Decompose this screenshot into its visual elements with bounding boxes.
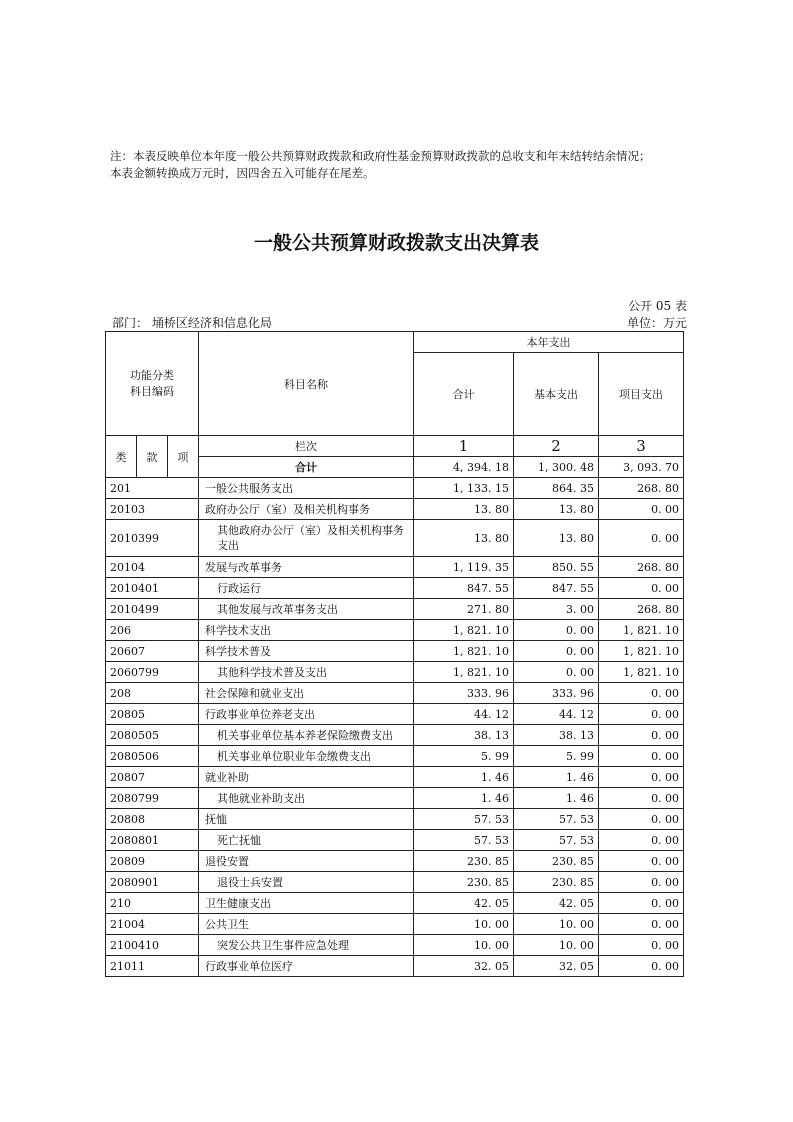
project-cell: 0. 00 — [599, 683, 684, 704]
subject-name-cell: 科学技术支出 — [199, 620, 414, 641]
table-row — [106, 872, 684, 893]
project-cell: 0. 00 — [599, 830, 684, 851]
basic-cell: 0. 00 — [514, 662, 599, 683]
subject-name-cell: 其他就业补助支出 — [199, 788, 414, 809]
func-class-label: 功能分类 — [130, 368, 175, 382]
table-row — [106, 683, 684, 704]
project-cell: 0. 00 — [599, 520, 684, 557]
subject-code-cell: 206 — [106, 620, 199, 641]
lei-header: 类 — [106, 436, 137, 478]
subject-code-cell: 21004 — [106, 914, 199, 935]
expenditure-table — [105, 331, 684, 977]
table-row — [106, 767, 684, 788]
unit-label: 单位：万元 — [626, 316, 687, 330]
project-cell: 0. 00 — [599, 725, 684, 746]
subject-code-label: 科目编码 — [130, 384, 175, 398]
table-row — [106, 578, 684, 599]
total-cell: 10. 00 — [414, 914, 514, 935]
total-cell: 10. 00 — [414, 935, 514, 956]
project-cell: 1, 821. 10 — [599, 662, 684, 683]
subject-code-cell: 2080505 — [106, 725, 199, 746]
department-label: 部门： 埇桥区经济和信息化局 — [112, 316, 272, 330]
total-cell: 13. 80 — [414, 520, 514, 557]
basic-cell: 3. 00 — [514, 599, 599, 620]
table-row — [106, 851, 684, 872]
table-row — [106, 725, 684, 746]
basic-cell: 847. 55 — [514, 578, 599, 599]
table-row — [106, 935, 684, 956]
table-row — [106, 956, 684, 977]
total-cell: 13. 80 — [414, 499, 514, 520]
subject-code-cell: 201 — [106, 478, 199, 499]
table-row — [106, 914, 684, 935]
subject-code-cell: 2010399 — [106, 520, 199, 557]
basic-header: 基本支出 — [514, 353, 599, 436]
total-cell: 230. 85 — [414, 851, 514, 872]
total-cell: 57. 53 — [414, 809, 514, 830]
subject-name-cell: 行政事业单位医疗 — [199, 956, 414, 977]
basic-cell: 38. 13 — [514, 725, 599, 746]
table-row — [106, 520, 684, 557]
subject-name-cell: 就业补助 — [199, 767, 414, 788]
basic-cell: 333. 96 — [514, 683, 599, 704]
subject-name-header: 科目名称 — [199, 332, 414, 436]
table-row — [106, 746, 684, 767]
project-cell: 1, 821. 10 — [599, 641, 684, 662]
table-row — [106, 788, 684, 809]
kuan-header: 款 — [137, 436, 168, 478]
basic-cell: 44. 12 — [514, 704, 599, 725]
subject-name-cell: 退役安置 — [199, 851, 414, 872]
header-row-3 — [106, 436, 684, 457]
sum-basic: 1, 300. 48 — [514, 457, 599, 478]
subject-code-cell: 21011 — [106, 956, 199, 977]
total-cell: 271. 80 — [414, 599, 514, 620]
subject-code-cell: 2080901 — [106, 872, 199, 893]
total-cell: 32. 05 — [414, 956, 514, 977]
subject-name-cell: 一般公共服务支出 — [199, 478, 414, 499]
basic-cell: 10. 00 — [514, 935, 599, 956]
subject-code-cell: 20805 — [106, 704, 199, 725]
project-cell: 0. 00 — [599, 767, 684, 788]
lanci-header: 栏次 — [199, 436, 414, 457]
table-row — [106, 557, 684, 578]
subject-name-cell: 科学技术普及 — [199, 641, 414, 662]
project-cell: 0. 00 — [599, 746, 684, 767]
subject-name-cell: 其他政府办公厅（室）及相关机构事务支出 — [199, 520, 414, 557]
basic-cell: 1. 46 — [514, 788, 599, 809]
total-cell: 1, 821. 10 — [414, 641, 514, 662]
total-cell: 42. 05 — [414, 893, 514, 914]
note-line-1: 注：本表反映单位本年度一般公共预算财政拨款和政府性基金预算财政拨款的总收支和年末结转结余情况； — [110, 149, 651, 163]
header-row-1 — [106, 332, 684, 353]
table-row — [106, 893, 684, 914]
basic-cell: 13. 80 — [514, 520, 599, 557]
subject-code-cell: 20607 — [106, 641, 199, 662]
column-number-3: 3 — [599, 436, 684, 457]
note-line-2: 本表金额转换成万元时，因四舍五入可能存在尾差。 — [110, 166, 375, 180]
total-cell: 333. 96 — [414, 683, 514, 704]
total-cell: 1, 821. 10 — [414, 620, 514, 641]
subject-name-cell: 抚恤 — [199, 809, 414, 830]
subject-name-cell: 行政运行 — [199, 578, 414, 599]
total-cell: 1, 119. 35 — [414, 557, 514, 578]
basic-cell: 230. 85 — [514, 851, 599, 872]
project-cell: 268. 80 — [599, 557, 684, 578]
subject-name-cell: 死亡抚恤 — [199, 830, 414, 851]
project-cell: 0. 00 — [599, 872, 684, 893]
xiang-header: 项 — [168, 436, 199, 478]
project-cell: 0. 00 — [599, 809, 684, 830]
subject-code-cell: 2010499 — [106, 599, 199, 620]
subject-code-cell: 20807 — [106, 767, 199, 788]
subject-name-cell: 其他科学技术普及支出 — [199, 662, 414, 683]
total-cell: 44. 12 — [414, 704, 514, 725]
total-cell: 1. 46 — [414, 788, 514, 809]
subject-name-cell: 公共卫生 — [199, 914, 414, 935]
table-row — [106, 478, 684, 499]
func-class-header — [106, 332, 199, 436]
column-number-2: 2 — [514, 436, 599, 457]
project-cell: 0. 00 — [599, 578, 684, 599]
project-cell: 0. 00 — [599, 893, 684, 914]
subject-code-cell: 2010401 — [106, 578, 199, 599]
basic-cell: 10. 00 — [514, 914, 599, 935]
project-cell: 1, 821. 10 — [599, 620, 684, 641]
subject-code-cell: 20808 — [106, 809, 199, 830]
basic-cell: 230. 85 — [514, 872, 599, 893]
basic-cell: 0. 00 — [514, 620, 599, 641]
table-row — [106, 704, 684, 725]
subject-name-cell: 其他发展与改革事务支出 — [199, 599, 414, 620]
subject-name-cell: 退役士兵安置 — [199, 872, 414, 893]
table-row — [106, 809, 684, 830]
project-cell: 0. 00 — [599, 788, 684, 809]
basic-cell: 42. 05 — [514, 893, 599, 914]
table-row — [106, 499, 684, 520]
basic-cell: 850. 55 — [514, 557, 599, 578]
subject-code-cell: 2100410 — [106, 935, 199, 956]
project-cell: 0. 00 — [599, 851, 684, 872]
project-header: 项目支出 — [599, 353, 684, 436]
total-cell: 1. 46 — [414, 767, 514, 788]
column-number-1: 1 — [414, 436, 514, 457]
table-row — [106, 662, 684, 683]
basic-cell: 32. 05 — [514, 956, 599, 977]
basic-cell: 5. 99 — [514, 746, 599, 767]
basic-cell: 0. 00 — [514, 641, 599, 662]
table-row — [106, 830, 684, 851]
subject-name-cell: 机关事业单位基本养老保险缴费支出 — [199, 725, 414, 746]
table-row — [106, 620, 684, 641]
project-cell: 0. 00 — [599, 499, 684, 520]
total-cell: 5. 99 — [414, 746, 514, 767]
sum-label: 合计 — [199, 457, 414, 478]
subject-code-cell: 2080506 — [106, 746, 199, 767]
total-header: 合计 — [414, 353, 514, 436]
subject-code-cell: 210 — [106, 893, 199, 914]
subject-code-cell: 20103 — [106, 499, 199, 520]
project-cell: 268. 80 — [599, 599, 684, 620]
total-cell: 57. 53 — [414, 830, 514, 851]
subject-code-cell: 20104 — [106, 557, 199, 578]
total-cell: 1, 821. 10 — [414, 662, 514, 683]
sum-total: 4, 394. 18 — [414, 457, 514, 478]
basic-cell: 57. 53 — [514, 830, 599, 851]
current-year-header: 本年支出 — [414, 332, 684, 353]
subject-name-cell: 卫生健康支出 — [199, 893, 414, 914]
subject-code-cell: 2060799 — [106, 662, 199, 683]
total-cell: 847. 55 — [414, 578, 514, 599]
total-cell: 230. 85 — [414, 872, 514, 893]
project-cell: 0. 00 — [599, 935, 684, 956]
total-cell: 1, 133. 15 — [414, 478, 514, 499]
subject-code-cell: 2080799 — [106, 788, 199, 809]
total-cell: 38. 13 — [414, 725, 514, 746]
project-cell: 0. 00 — [599, 914, 684, 935]
subject-name-cell: 发展与改革事务 — [199, 557, 414, 578]
subject-code-cell: 2080801 — [106, 830, 199, 851]
page-title: 一般公共预算财政拨款支出决算表 — [253, 232, 539, 254]
subject-name-cell: 行政事业单位养老支出 — [199, 704, 414, 725]
sum-project: 3, 093. 70 — [599, 457, 684, 478]
subject-name-cell: 社会保障和就业支出 — [199, 683, 414, 704]
subject-name-cell: 机关事业单位职业年金缴费支出 — [199, 746, 414, 767]
project-cell: 0. 00 — [599, 704, 684, 725]
basic-cell: 1. 46 — [514, 767, 599, 788]
basic-cell: 864. 35 — [514, 478, 599, 499]
subject-name-cell: 政府办公厅（室）及相关机构事务 — [199, 499, 414, 520]
table-row — [106, 641, 684, 662]
basic-cell: 57. 53 — [514, 809, 599, 830]
table-row — [106, 599, 684, 620]
project-cell: 0. 00 — [599, 956, 684, 977]
subject-code-cell: 20809 — [106, 851, 199, 872]
subject-name-cell: 突发公共卫生事件应急处理 — [199, 935, 414, 956]
table-note — [110, 148, 750, 182]
form-number: 公开 05 表 — [628, 299, 687, 313]
subject-code-cell: 208 — [106, 683, 199, 704]
basic-cell: 13. 80 — [514, 499, 599, 520]
project-cell: 268. 80 — [599, 478, 684, 499]
